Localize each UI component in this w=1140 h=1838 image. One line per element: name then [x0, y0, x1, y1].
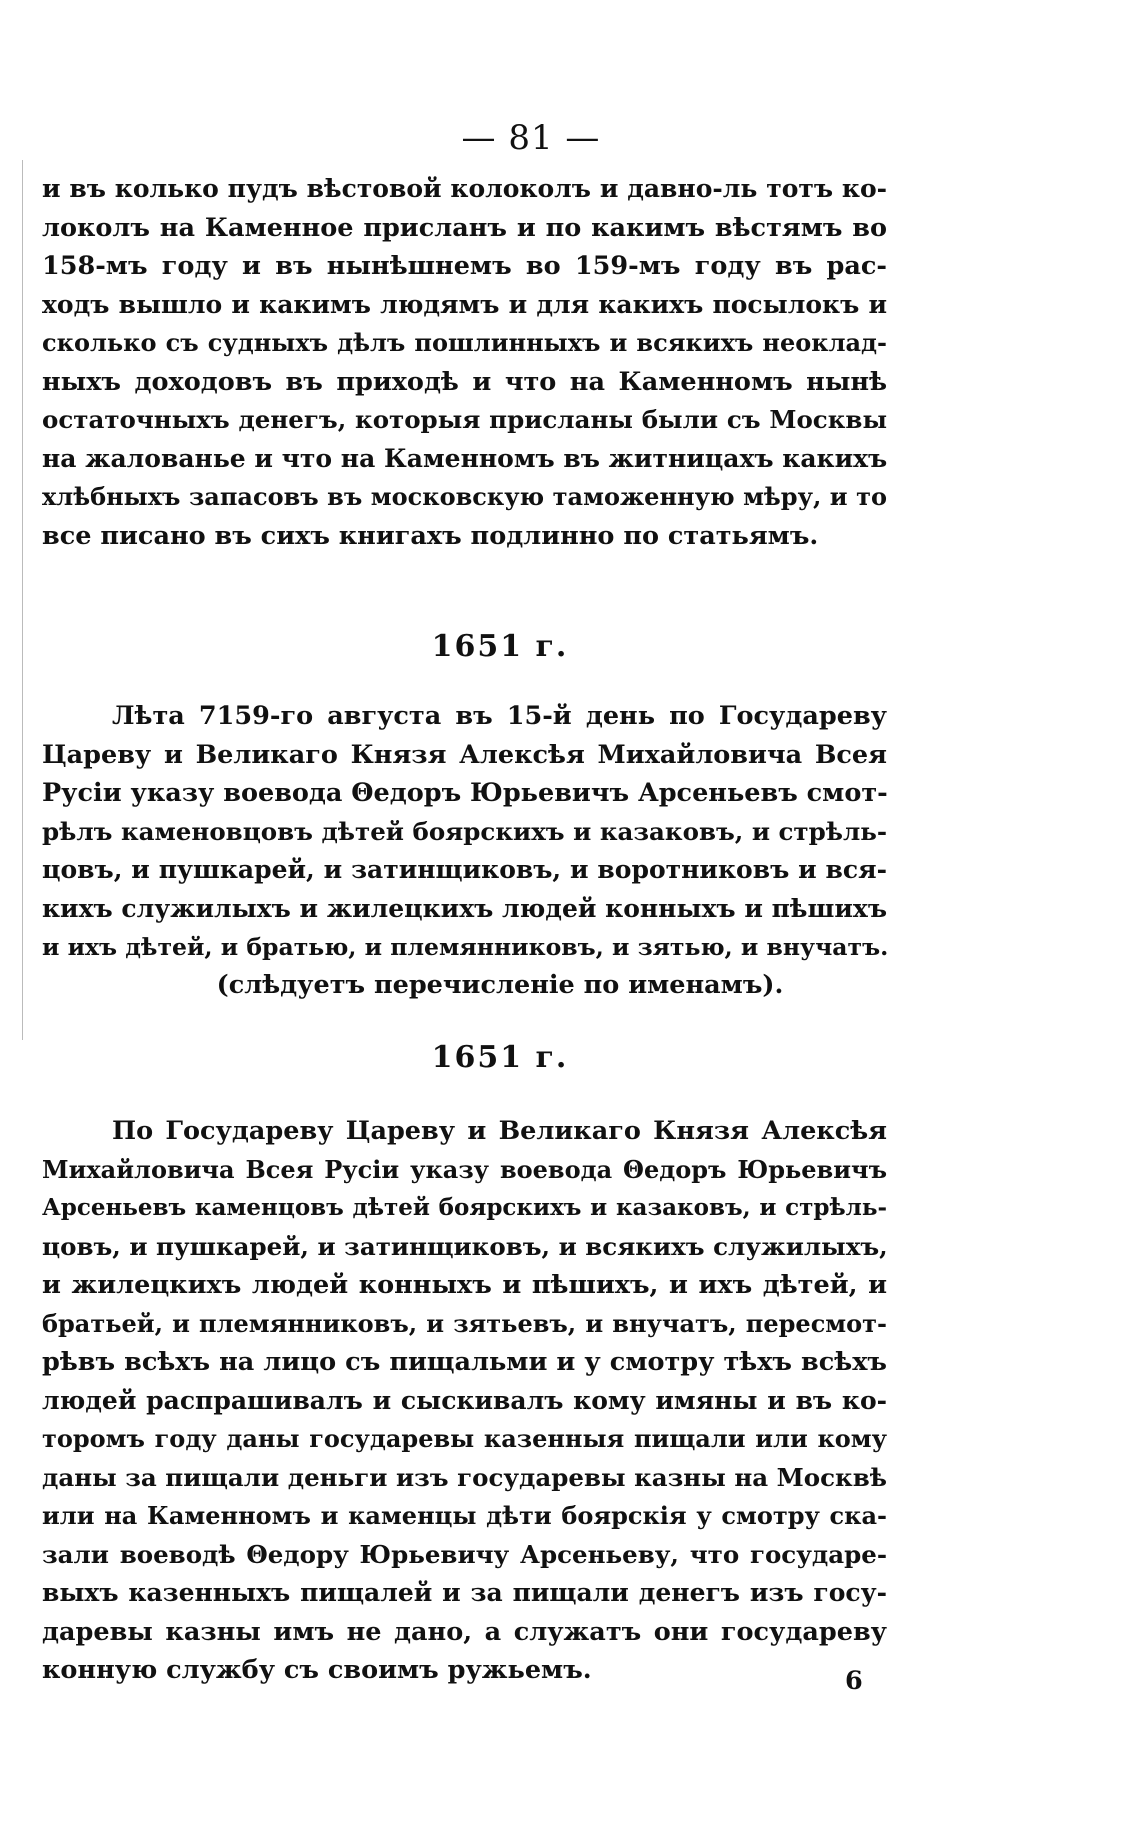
text-line: выхъ казенныхъ пищалей и за пищали денегъ изъ госу- — [42, 1578, 887, 1607]
text-line: остаточныхъ денегъ, которыя присланы были съ Москвы — [42, 405, 887, 434]
page-number: — 81 — — [461, 118, 601, 158]
text-line: все писано въ сихъ книгахъ подлинно по статьямъ. — [42, 520, 819, 551]
text-line: По Государеву Цареву и Великаго Князя Алексѣя — [112, 1116, 887, 1146]
text-line: Михайловича Всея Русіи указу воевода Θедоръ Юрьевичъ — [42, 1154, 887, 1184]
text-line: людей распрашивалъ и сыскивалъ кому имяны и въ ко- — [42, 1385, 887, 1415]
text-line: или на Каменномъ и каменцы дѣти боярскія у смотру ска- — [42, 1501, 887, 1530]
signature-mark: 6 — [845, 1666, 863, 1696]
section-heading-2: 1651 г. — [431, 1040, 569, 1075]
enumeration-note: (слѣдуетъ перечисленіе по именамъ). — [216, 970, 784, 1000]
text-line: братьей, и племянниковъ, и зятьевъ, и внучатъ, пересмот- — [42, 1308, 887, 1338]
paragraph-2 — [42, 697, 887, 967]
text-line: даны за пищали деньги изъ государевы казны на Москвѣ — [42, 1462, 887, 1492]
text-line: цовъ, и пушкарей, и затинщиковъ, и воротниковъ и вся- — [42, 855, 887, 884]
text-line: Русіи указу воевода Θедоръ Юрьевичъ Арсеньевъ смот- — [42, 778, 888, 808]
text-line: торомъ году даны государевы казенныя пищали или кому — [42, 1424, 887, 1453]
text-line: рѣвъ всѣхъ на лицо съ пищальми и у смотру тѣхъ всѣхъ — [42, 1347, 887, 1377]
text-line: цовъ, и пушкарей, и затинщиковъ, и всякихъ служилыхъ, — [42, 1231, 888, 1261]
text-line: и въ колько пудъ вѣстовой колоколъ и давно-ль тотъ ко- — [42, 174, 887, 203]
text-line: и жилецкихъ людей конныхъ и пѣшихъ, и ихъ дѣтей, и — [42, 1270, 887, 1300]
text-line: Цареву и Великаго Князя Алексѣя Михайловича Всея — [42, 739, 887, 770]
text-line: зали воеводѣ Θедору Юрьевичу Арсеньеву, что государе- — [42, 1539, 887, 1569]
text-line: 158-мъ году и въ нынѣшнемъ во 159-мъ году въ рас- — [42, 251, 887, 281]
text-line: рѣлъ каменовцовъ дѣтей боярскихъ и казаковъ, и стрѣль- — [42, 816, 888, 846]
paragraph-3 — [42, 1112, 887, 1690]
text-line: кихъ служилыхъ и жилецкихъ людей конныхъ и пѣшихъ — [42, 893, 887, 923]
text-line: Лѣта 7159-го августа въ 15-й день по Государеву — [112, 701, 887, 731]
text-line: и ихъ дѣтей, и братью, и племянниковъ, и зятью, и внучатъ. — [42, 933, 889, 961]
text-line: ходъ вышло и какимъ людямъ и для какихъ посылокъ и — [42, 289, 887, 319]
text-line: конную службу съ своимъ ружьемъ. — [42, 1655, 592, 1685]
text-line: хлѣбныхъ запасовъ въ московскую таможенную мѣру, и то — [42, 482, 887, 511]
margin-rule — [22, 160, 23, 1040]
text-line: локолъ на Каменное присланъ и по какимъ вѣстямъ во — [42, 212, 887, 243]
text-line: на жалованье и что на Каменномъ въ житницахъ какихъ — [42, 443, 888, 473]
paragraph-1 — [42, 170, 887, 555]
text-line: Арсеньевъ каменцовъ дѣтей боярскихъ и казаковъ, и стрѣль- — [42, 1194, 887, 1221]
text-line: сколько съ судныхъ дѣлъ пошлинныхъ и всякихъ неоклад- — [42, 328, 887, 357]
text-line: ныхъ доходовъ въ приходѣ и что на Каменномъ нынѣ — [42, 366, 887, 397]
text-line: даревы казны имъ не дано, а служатъ они государеву — [42, 1616, 887, 1647]
section-heading-1: 1651 г. — [431, 629, 569, 664]
